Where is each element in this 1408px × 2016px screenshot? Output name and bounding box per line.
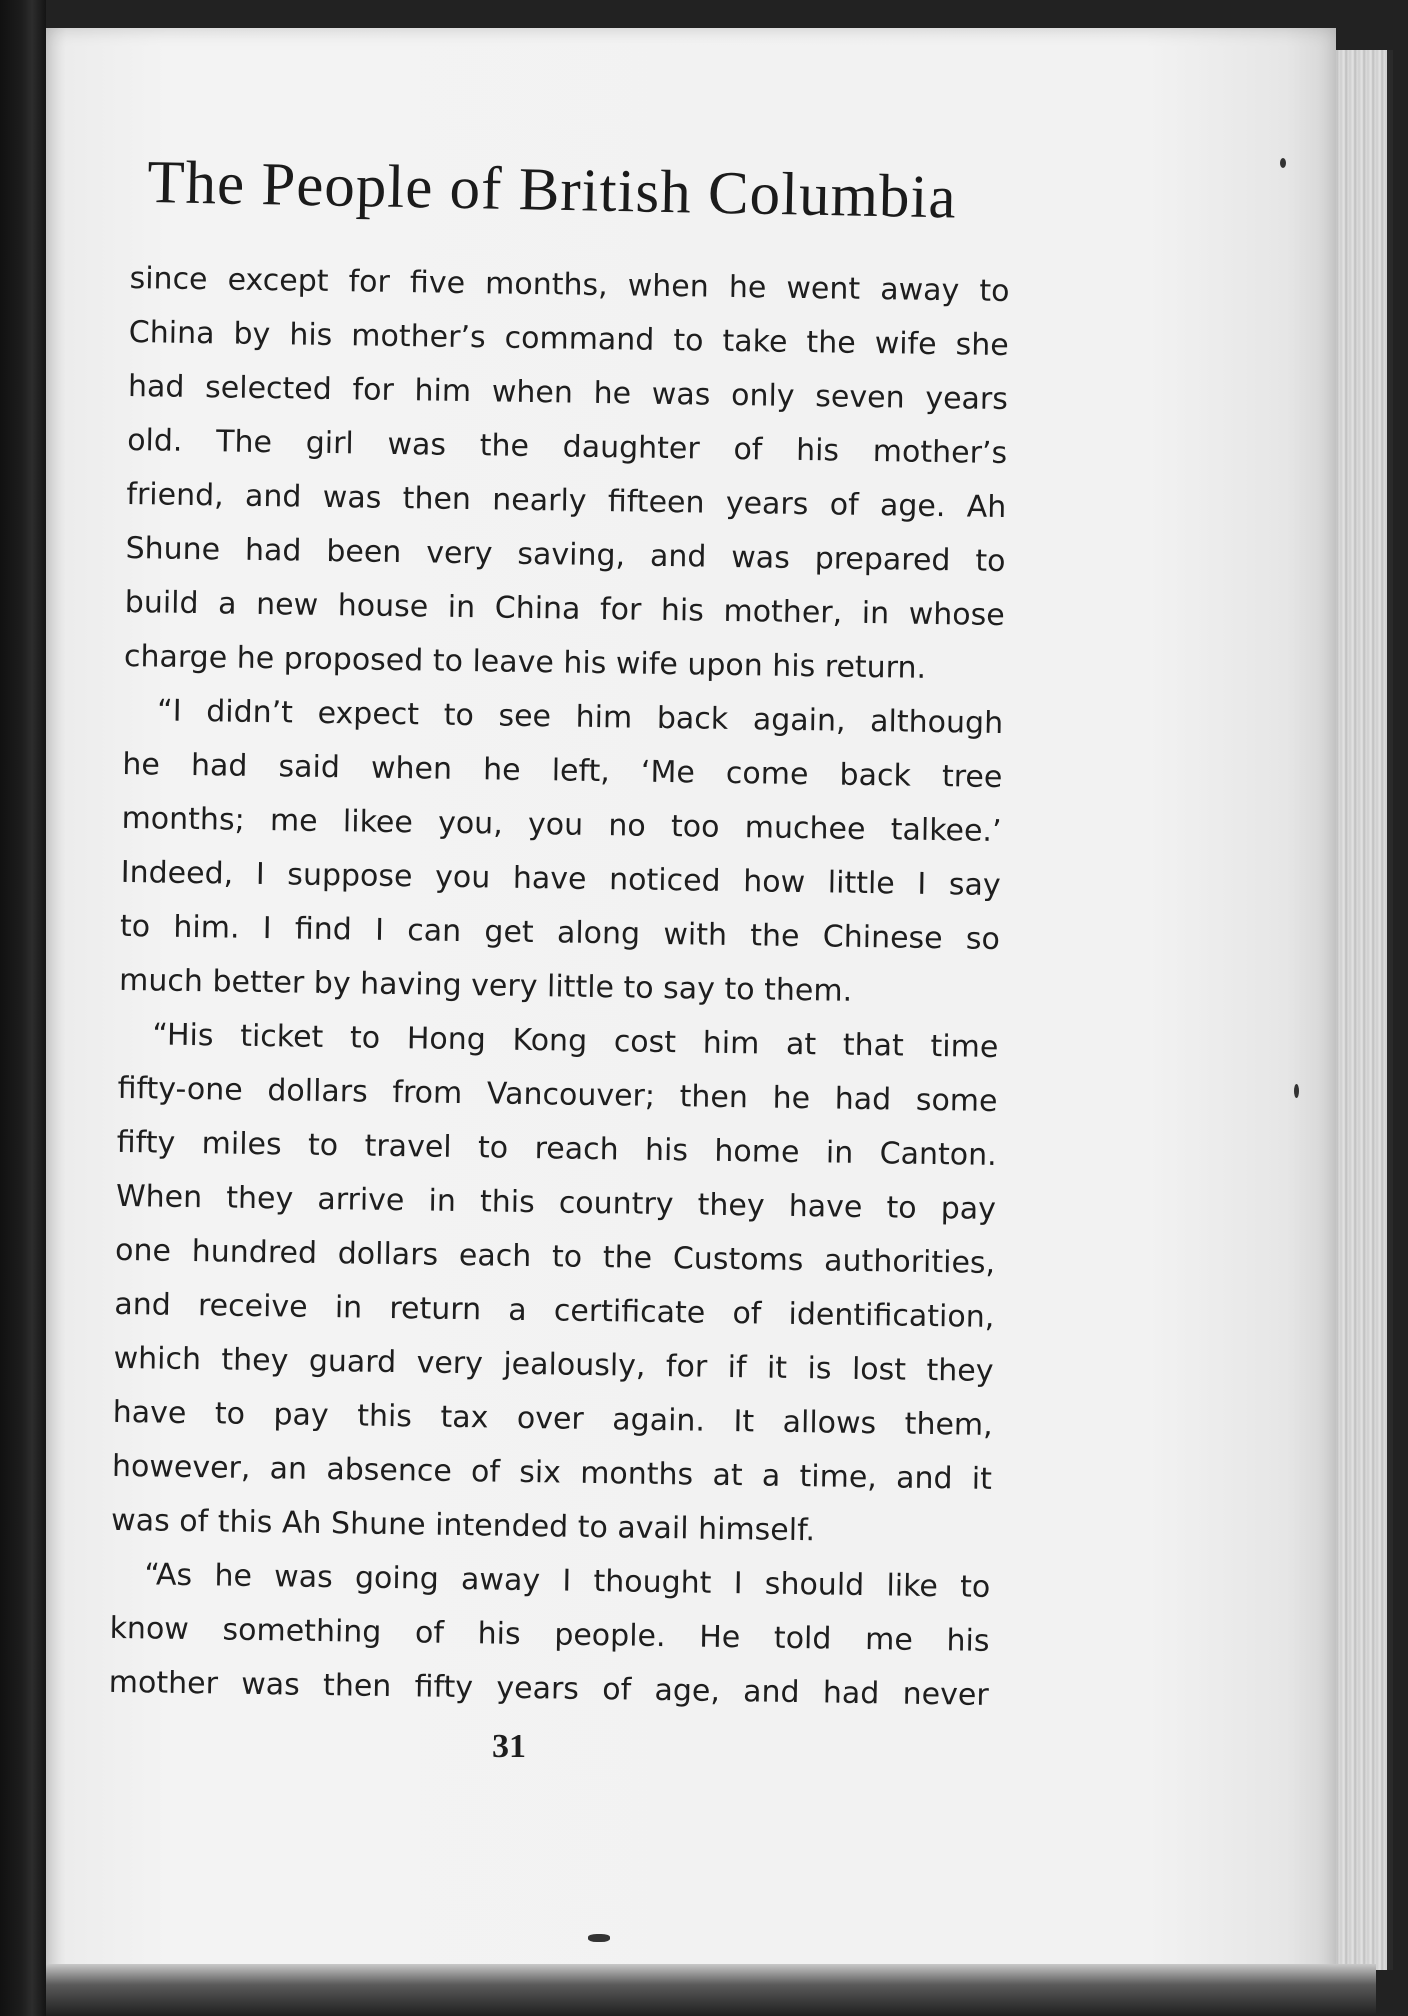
- text-line: had selected for him when he was only seven years: [127, 368, 1009, 418]
- text-line: “I didn’t expect to see him back again, although: [156, 693, 1004, 742]
- text-line: one hundred dollars each to the Customs authorities,: [114, 1232, 996, 1281]
- text-line: Shune had been very saving, and was prepared to: [125, 530, 1006, 580]
- running-head: The People of British Columbia: [146, 148, 958, 232]
- text-line: mother was then fifty years of age, and had never: [108, 1664, 989, 1713]
- body-text: [108, 252, 1010, 1723]
- text-line: When they arrive in this country they have to pay: [115, 1178, 997, 1227]
- text-line: know something of his people. He told me his: [109, 1610, 990, 1659]
- text-line: and receive in return a certificate of identification,: [114, 1286, 995, 1335]
- text-line: have to pay this tax over again. It allows them,: [112, 1394, 993, 1443]
- text-line: charge he proposed to leave his wife upon his return.: [123, 638, 927, 686]
- text-line: months; me likee you, you no too muchee talkee.’: [121, 800, 1002, 849]
- text-line: build a new house in China for his mother, in whose: [124, 584, 1005, 634]
- text-line: much better by having very little to say to them.: [118, 962, 853, 1009]
- text-line: since except for five months, when he went away to: [129, 260, 1010, 310]
- ink-speck: [1280, 158, 1286, 168]
- text-line: however, an absence of six months at a time, and it: [111, 1448, 993, 1497]
- text-line: fifty miles to travel to reach his home in Canton.: [116, 1124, 997, 1173]
- text-line: which they guard very jealously, for if it is lost they: [113, 1340, 994, 1389]
- text-line: he had said when he left, ‘Me come back tree: [122, 746, 1003, 795]
- text-line: “As he was going away I thought I should like to: [144, 1557, 991, 1605]
- text-line: friend, and was then nearly fifteen years of age. Ah: [126, 476, 1007, 526]
- page-number: 31: [492, 1728, 526, 1765]
- ink-speck: [588, 1934, 610, 1942]
- facing-page-edge: [0, 0, 46, 2016]
- text-line: old. The girl was the daughter of his mother’s: [126, 422, 1008, 472]
- ink-speck: [1294, 1084, 1299, 1098]
- text-line: to him. I find I can get along with the Chinese so: [119, 908, 1001, 957]
- text-line: Indeed, I suppose you have noticed how little I say: [120, 854, 1001, 903]
- text-line: was of this Ah Shune intended to avail himself.: [110, 1502, 816, 1549]
- text-line: fifty-one dollars from Vancouver; then he had some: [117, 1070, 998, 1119]
- text-line: “His ticket to Hong Kong cost him at that time: [152, 1017, 999, 1065]
- text-line: China by his mother’s command to take the wife she: [128, 314, 1009, 364]
- page-bottom-shadow: [46, 1964, 1376, 2016]
